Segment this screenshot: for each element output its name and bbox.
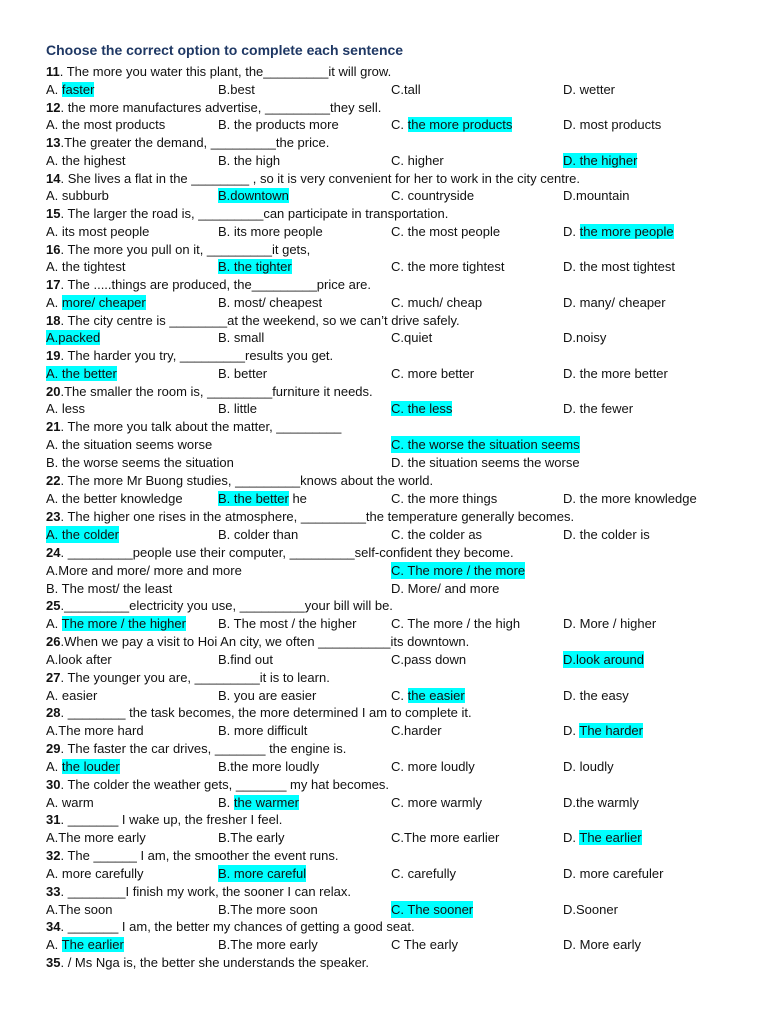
option-30-a: A. warm [46,795,94,810]
option-32-b-answer: B. more careful [218,866,307,881]
question-29-stem: 29. The faster the car drives, _______ the engine is. [46,741,347,756]
option-21-d: D. the situation seems the worse [391,455,580,470]
option-24-c-answer: C. The more / the more [391,563,526,578]
option-24-b: B. The most/ the least [46,581,173,596]
option-26-d-answer: D.look around [563,652,644,667]
option-34-a: A. The earlier [46,937,124,952]
option-29-a: A. the louder [46,759,120,774]
option-25-a: A. The more / the higher [46,616,186,631]
option-14-d: D.mountain [563,188,630,203]
option-20-b: B. little [218,401,258,416]
option-28-a: A.The more hard [46,723,144,738]
option-16-a: A. the tightest [46,259,126,274]
option-33-a: A.The soon [46,902,113,917]
option-32-a: A. more carefully [46,866,144,881]
option-34-b: B.The more early [218,937,318,952]
option-12-a: A. the most products [46,117,166,132]
option-26-a: A.look after [46,652,112,667]
option-22-d: D. the more knowledge [563,491,697,506]
option-21-c-answer: C. the worse the situation seems [391,437,580,452]
option-19-c: C. more better [391,366,475,381]
option-17-a-answer: A. more/ cheaper [46,295,146,310]
option-18-c: C.quiet [391,330,433,345]
question-30-stem: 30. The colder the weather gets, _______ my hat becomes. [46,777,390,792]
option-11-c: C.tall [391,82,421,97]
option-33-c-answer: C. The sooner [391,902,474,917]
option-12-c-answer: C. the more products [391,117,513,132]
question-14-stem: 14. She lives a flat in the ________ , so it is very convenient for her to work in the city centre. [46,171,581,186]
option-18-a-answer: A.packed [46,330,101,345]
option-27-c: C. the easier [391,688,465,703]
question-18-stem: 18. The city centre is ________at the weekend, so we can’t drive safely. [46,313,460,328]
option-13-d-answer: D. the higher [563,153,638,168]
question-22-stem: 22. The more Mr Buong studies, _________knows about the world. [46,473,434,488]
question-11-stem: 11. The more you water this plant, the_________it will grow. [46,64,392,79]
option-13-b: B. the high [218,153,281,168]
question-15-stem: 15. The larger the road is, _________can participate in transportation. [46,206,449,221]
option-29-c: C. more loudly [391,759,475,774]
option-27-d: D. the easy [563,688,629,703]
option-26-b: B.find out [218,652,273,667]
question-32-stem: 32. The ______ I am, the smoother the event runs. [46,848,339,863]
option-34-c: C The early [391,937,458,952]
option-26-c: C.pass down [391,652,467,667]
option-28-d: D. The harder [563,723,643,738]
question-25-stem: 25._________electricity you use, _________your bill will be. [46,598,393,613]
question-28-stem: 28. ________ the task becomes, the more determined I am to complete it. [46,705,472,720]
option-13-a: A. the highest [46,153,126,168]
question-26-stem: 26.When we pay a visit to Hoi An city, we often __________its downtown. [46,634,470,649]
question-16-stem: 16. The more you pull on it, _________it gets, [46,242,311,257]
option-14-c: C. countryside [391,188,475,203]
option-20-c-answer: C. the less [391,401,453,416]
question-21-stem: 21. The more you talk about the matter, _________ [46,419,342,434]
option-16-d: D. the most tightest [563,259,675,274]
option-33-b: B.The more soon [218,902,318,917]
option-17-d: D. many/ cheaper [563,295,666,310]
option-31-c: C.The more earlier [391,830,500,845]
option-31-d: D. The earlier [563,830,642,845]
question-23-stem: 23. The higher one rises in the atmosphere, _________the temperature generally becomes. [46,509,575,524]
option-23-c: C. the colder as [391,527,483,542]
option-14-a: A. subburb [46,188,109,203]
option-21-b: B. the worse seems the situation [46,455,234,470]
option-24-a: A.More and more/ more and more [46,563,242,578]
question-20-stem: 20.The smaller the room is, _________furniture it needs. [46,384,373,399]
option-21-a: A. the situation seems worse [46,437,213,452]
option-32-c: C. carefully [391,866,457,881]
option-20-a: A. less [46,401,86,416]
option-14-b-answer: B.downtown [218,188,289,203]
option-22-b: B. the better he [218,491,307,506]
option-25-b: B. The most / the higher [218,616,357,631]
option-28-c: C.harder [391,723,442,738]
option-17-b: B. most/ cheapest [218,295,323,310]
option-28-b: B. more difficult [218,723,308,738]
worksheet-title: Choose the correct option to complete each sentence [46,42,404,58]
question-34-stem: 34. _______ I am, the better my chances of getting a good seat. [46,919,415,934]
question-35-stem: 35. / Ms Nga is, the better she understands the speaker. [46,955,370,970]
option-12-d: D. most products [563,117,662,132]
option-22-c: C. the more things [391,491,498,506]
option-18-d: D.noisy [563,330,607,345]
option-15-d-answer: D. the more people [563,224,674,239]
question-24-stem: 24. _________people use their computer, _________self-confident they become. [46,545,514,560]
option-19-b: B. better [218,366,268,381]
option-17-c: C. much/ cheap [391,295,483,310]
option-27-a: A. easier [46,688,98,703]
option-23-d: D. the colder is [563,527,650,542]
option-15-b: B. its more people [218,224,323,239]
option-23-a-answer: A. the colder [46,527,119,542]
question-19-stem: 19. The harder you try, _________results you get. [46,348,334,363]
option-25-c: C. The more / the high [391,616,521,631]
option-27-b: B. you are easier [218,688,317,703]
option-32-d: D. more carefuler [563,866,664,881]
option-25-d: D. More / higher [563,616,657,631]
option-30-c: C. more warmly [391,795,483,810]
option-30-b: B. the warmer [218,795,299,810]
option-20-d: D. the fewer [563,401,634,416]
option-33-d: D.Sooner [563,902,618,917]
option-15-a: A. its most people [46,224,150,239]
option-29-d: D. loudly [563,759,614,774]
question-27-stem: 27. The younger you are, _________it is to learn. [46,670,330,685]
question-13-stem: 13.The greater the demand, _________the price. [46,135,330,150]
option-24-d: D. More/ and more [391,581,500,596]
option-30-d: D.the warmly [563,795,639,810]
question-12-stem: 12. the more manufactures advertise, _________they sell. [46,100,382,115]
option-16-c: C. the more tightest [391,259,505,274]
option-19-d: D. the more better [563,366,668,381]
option-31-b: B.The early [218,830,285,845]
option-15-c: C. the most people [391,224,501,239]
option-19-a-answer: A. the better [46,366,117,381]
option-22-a: A. the better knowledge [46,491,183,506]
option-11-d: D. wetter [563,82,616,97]
question-17-stem: 17. The .....things are produced, the_________price are. [46,277,371,292]
question-31-stem: 31. _______ I wake up, the fresher I feel. [46,812,283,827]
option-11-a-answer: A. faster [46,82,95,97]
option-29-b: B.the more loudly [218,759,320,774]
option-34-d: D. More early [563,937,642,952]
option-13-c: C. higher [391,153,444,168]
question-33-stem: 33. ________I finish my work, the sooner I can relax. [46,884,351,899]
option-11-b: B.best [218,82,255,97]
option-18-b: B. small [218,330,265,345]
option-16-b-answer: B. the tighter [218,259,292,274]
option-31-a: A.The more early [46,830,146,845]
option-23-b: B. colder than [218,527,299,542]
option-12-b: B. the products more [218,117,339,132]
